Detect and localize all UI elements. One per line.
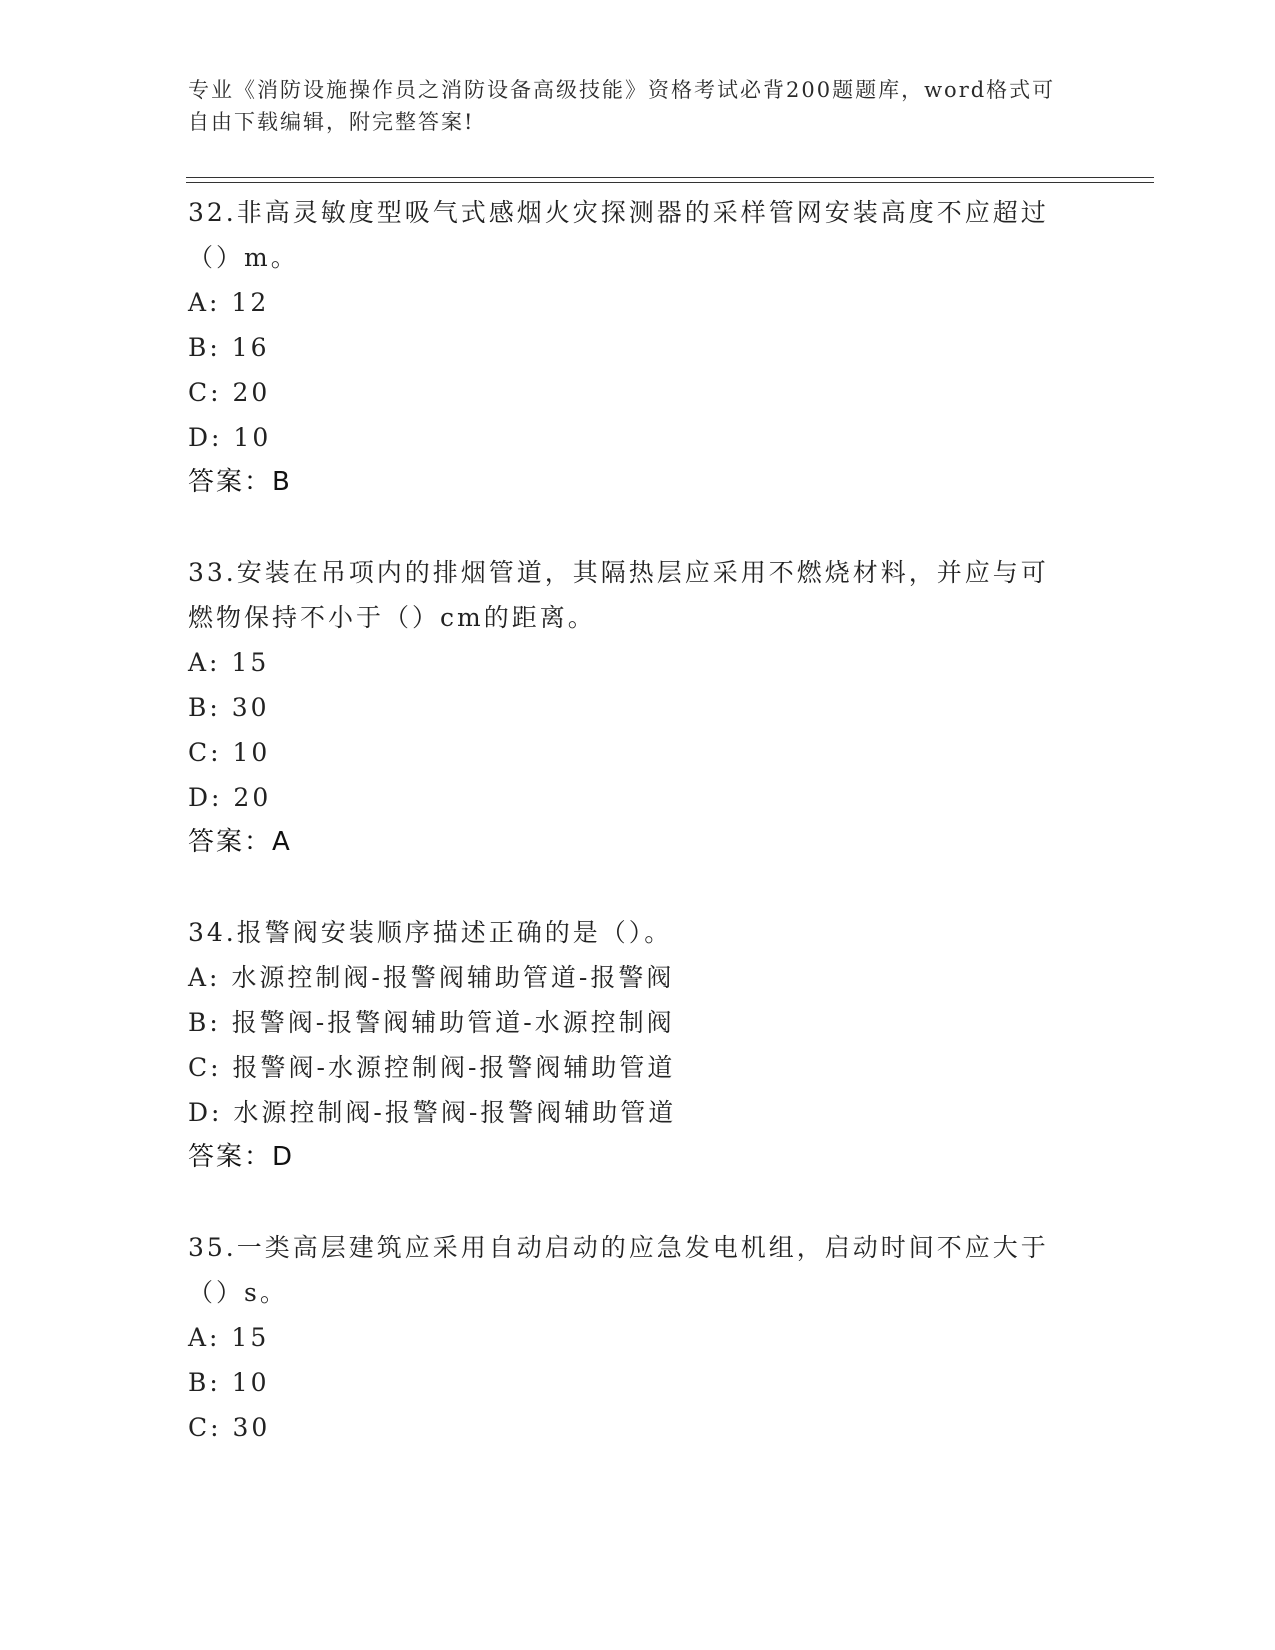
question-stem: 33.安装在吊项内的排烟管道，其隔热层应采用不燃烧材料，并应与可燃物保持不小于（）cm的距离。 (188, 558, 1049, 632)
option-d: D: 水源控制阀-报警阀-报警阀辅助管道 (188, 1098, 677, 1127)
question-33 (188, 550, 1068, 865)
question-35 (188, 1225, 1068, 1450)
option-d: D: 10 (188, 423, 272, 452)
question-34 (188, 910, 1068, 1180)
option-b: B: 10 (188, 1368, 270, 1397)
header-divider-top (186, 177, 1154, 178)
question-32 (188, 190, 1068, 505)
option-a: A: 15 (188, 1323, 270, 1352)
option-a: A: 12 (188, 288, 270, 317)
option-b: B: 16 (188, 333, 270, 362)
option-a: A: 水源控制阀-报警阀辅助管道-报警阀 (188, 963, 675, 992)
option-a: A: 15 (188, 648, 270, 677)
question-stem: 34.报警阀安装顺序描述正确的是（）。 (188, 918, 673, 947)
option-b: B: 30 (188, 693, 270, 722)
document-header: 专业《消防设施操作员之消防设备高级技能》资格考试必背200题题库，word格式可自由下载编辑，附完整答案! (188, 78, 1056, 134)
option-c: C: 30 (188, 1413, 271, 1442)
header-divider-bottom (186, 182, 1154, 183)
question-stem: 35.一类高层建筑应采用自动启动的应急发电机组，启动时间不应大于（）s。 (188, 1233, 1049, 1307)
option-d: D: 20 (188, 783, 272, 812)
answer-text: 答案：D (188, 1142, 295, 1172)
option-c: C: 报警阀-水源控制阀-报警阀辅助管道 (188, 1053, 676, 1082)
answer-text: 答案：A (188, 827, 292, 857)
question-stem: 32.非高灵敏度型吸气式感烟火灾探测器的采样管网安装高度不应超过（）m。 (188, 198, 1049, 272)
option-b: B: 报警阀-报警阀辅助管道-水源控制阀 (188, 1008, 675, 1037)
answer-text: 答案：B (188, 467, 292, 497)
option-c: C: 20 (188, 378, 271, 407)
option-c: C: 10 (188, 738, 271, 767)
